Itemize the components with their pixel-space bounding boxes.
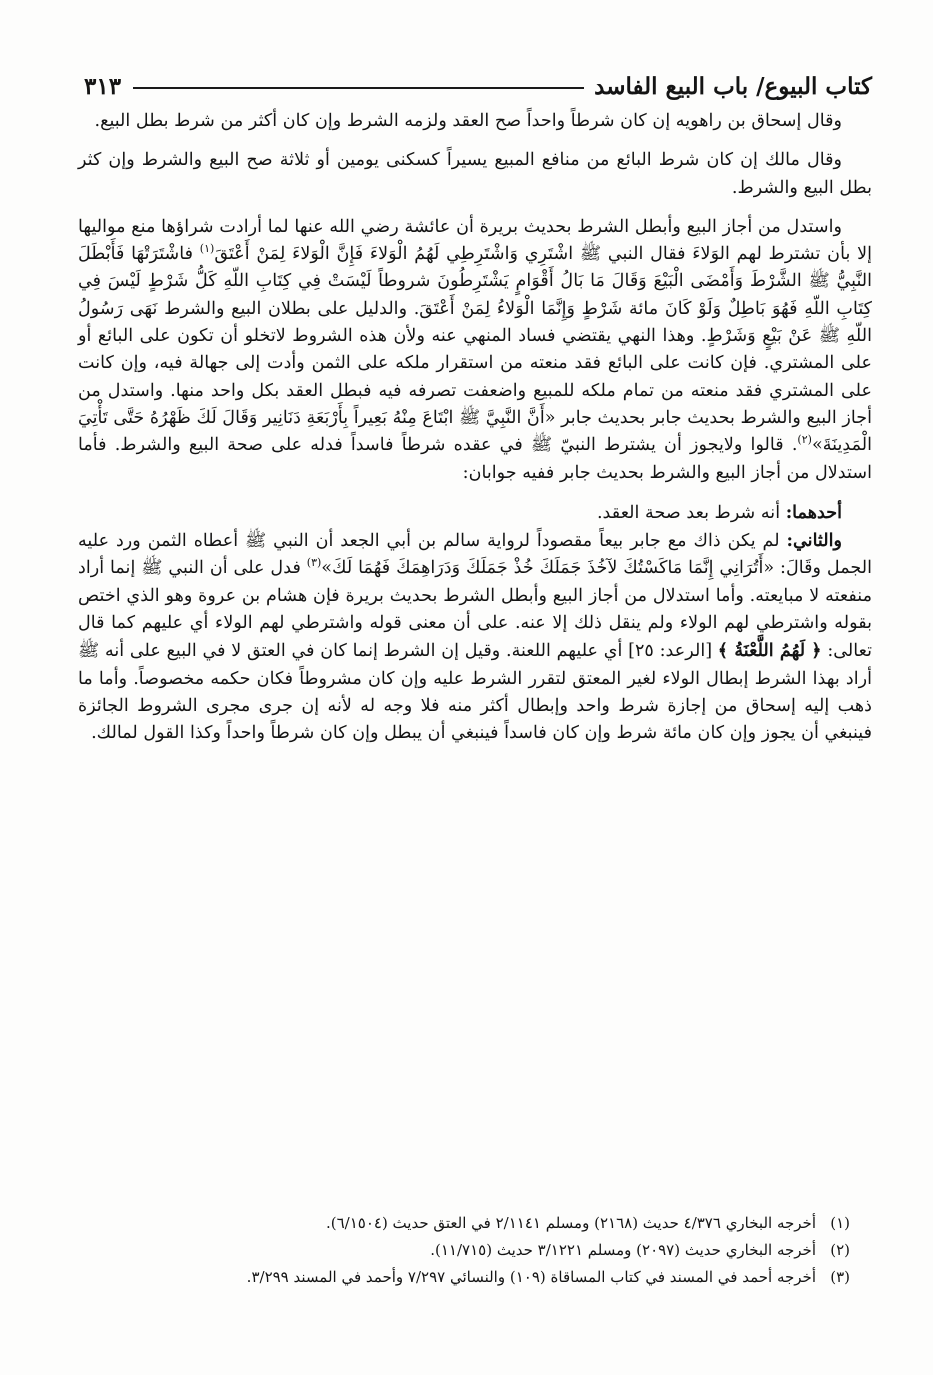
text-segment: لم يكن ذاك مع جابر بيعاً مقصوداً لرواية سالم بن أبي الجعد أن النبي ﷺ أعطاه الثمن ورد عليه الجمل وقَالَ: «أَتُرَانِي إِنَّمَا مَاكَسْتُكَ لآخُذَ جَمَلَكَ خُذْ جَمَلَكَ وَدَرَاهِمَكَ فَهُمَا لَكَ» (78, 531, 872, 579)
paragraph-malik: وقال مالك إن كان شرط البائع من منافع المبيع يسيراً كسكنى يومين أو ثلاثة صح البيع والشرط وإن كثر بطل البيع والشرط. (78, 150, 872, 198)
footnote-ref-2[interactable]: (٢) (797, 433, 812, 447)
main-text (78, 108, 872, 748)
footnote-text: أخرجه البخاري ٤/٣٧٦ حديث (٢١٦٨) ومسلم ٢/١١٤١ في العتق حديث (٦/١٥٠٤). (325, 1214, 816, 1232)
footnote-ref-1[interactable]: (١) (199, 242, 215, 256)
footnote-number: (٣) (830, 1268, 850, 1286)
quran-ayah: ﴿ لَهُمُ اللَّعْنَةُ ﴾ (717, 640, 822, 662)
footnote-text: أخرجه أحمد في المسند في كتاب المساقاة (١٠٩) والنسائي ٧/٢٩٧ وأحمد في المسند ٣/٢٩٩. (246, 1268, 816, 1286)
answer-first (78, 499, 872, 527)
footnote-ref-3[interactable]: (٣) (306, 556, 322, 570)
answer-second-label: والثاني: (786, 530, 842, 552)
answer-first-text: أنه شرط بعد صحة العقد. (596, 502, 781, 523)
text-segment: . قالوا ولايجوز أن يشترط النبيّ ﷺ في عقده شرطاً فاسداً فدله على صحة البيع والشرط. فأما استدلال من أجاز البيع والشرط بحديث جابر ففيه جوابان: (78, 435, 872, 483)
text-segment: أي عليهم اللعنة. وقيل إن الشرط إنما كان في العتق لا في البيع على أنه ﷺ أراد بهذا الشرط إبطال الولاء لغير المعتق لتقرر الشرط عليه وإن كان مشروطاً فكان حكمه مخصوصاً. وأما ما ذهب إليه إسحاق من إجازة شرط واحد وإبطال أكثر منه فلا وجه له لأنه إن جرى مجرى الشروط الجائزة فينبغي أن يجوز وإن كان مائة شرط وإن كان فاسداً فينبغي أن يبطل وإن كان شرطاً واحداً وكذا القول لمالك. (78, 641, 872, 744)
text-segment: واستدل من أجاز البيع وأبطل الشرط بحديث بريرة أن عائشة رضي الله عنها لما أرادت شراؤها منع مواليها إلا بأن تشترط لهم الوَلاءَ فقال النبي ﷺ اشْتَرِي وَاشْتَرِطِي لَهُمُ الْوَلاءَ فَإِنَّ الْوَلاءَ لِمَنْ أَعْتَقَ (78, 216, 873, 265)
footnote-item (90, 1210, 850, 1237)
footnote-number: (٢) (830, 1241, 850, 1259)
footnote-text: أخرجه البخاري حديث (٢٠٩٧) ومسلم ٣/١٢٢١ حديث (١١/٧١٥). (430, 1241, 816, 1259)
running-header (84, 66, 872, 106)
footnote-item (90, 1264, 850, 1291)
header-title: كتاب البيوع/ باب البيع الفاسد (594, 72, 872, 100)
footnotes (90, 1210, 850, 1291)
answer-first-label: أحدهما: (785, 501, 842, 523)
ayah-reference: [الرعد: ٢٥] (628, 641, 713, 662)
paragraph-ishaq: وقال إسحاق بن راهويه إن كان شرطاً واحداً صح العقد ولزمه الشرط وإن كان أكثر من شرط بطل البيع. (94, 111, 842, 131)
page-number: ٣١٣ (84, 72, 122, 100)
text-segment: فاشْتَرَتْهَا فَأَبْطَلَ النَّبِيُّ ﷺ الشَّرْطَ وَأَمْضَى الْبَيْعَ وَقَالَ مَا بَالُ أَقْوَامٍ يَشْتَرِطُونَ شروطاً لَيْسَتْ فِي كِتَابِ اللّهِ كَلُّ شَرْطٍ لَيْسَ فِي كِتَابِ اللّهِ فَهُوَ بَاطِلٌ وَلَوْ كَانَ مائة شَرْطٍ وَإِنَّمَا الْوَلاءُ لِمَنْ أَعْتَقَ. والدليل على بطلان البيع والشرط نَهَى رَسُولُ اللّهِ ﷺ عَنْ بَيْعٍ وَشَرْطٍ. وهذا النهي يقتضي فساد المنهي عنه ولأن هذه الشروط لاتخلو أن تكون على البائع أو على المشتري. فإن كانت على البائع فقد منعته من استقرار ملكه على الثمن وأدت إلى جهالة فيه، وإن كانت على المشتري فقد منعته من تمام ملكه للمبيع واضعفت تصرفه فيه فبطل العقد بكل واحد منها. واستدل من أجاز البيع والشرط بحديث جابر بحديث جابر «أَنَّ النَّبِيَّ ﷺ ابْتَاعَ مِنْهُ بَعِيراً بِأَرْبَعَةِ دَنَانِير وَقَالَ لَكَ ظَهْرُهُ حَتَّى تَأْتِيَ الْمَدِينَةَ» (78, 244, 872, 456)
paragraph-barira (78, 214, 872, 487)
text-segment: فدل على أن النبي ﷺ إنما أراد منفعته لا مبايعته. وأما استدلال من أجاز البيع وأبطل الشرط بحديث بريرة فإن هشام بن عروة وهو الذي اختص بقوله واشترطي لهم الولاء ولم ينقل ذلك إلا عنه. على أن معنى قوله واشترطي لهم الولاء أي عليهم كما قال تعالى: (78, 558, 873, 662)
footnote-item (90, 1237, 850, 1264)
footnote-number: (١) (830, 1214, 850, 1232)
answer-second (78, 527, 872, 747)
header-rule (133, 87, 584, 89)
